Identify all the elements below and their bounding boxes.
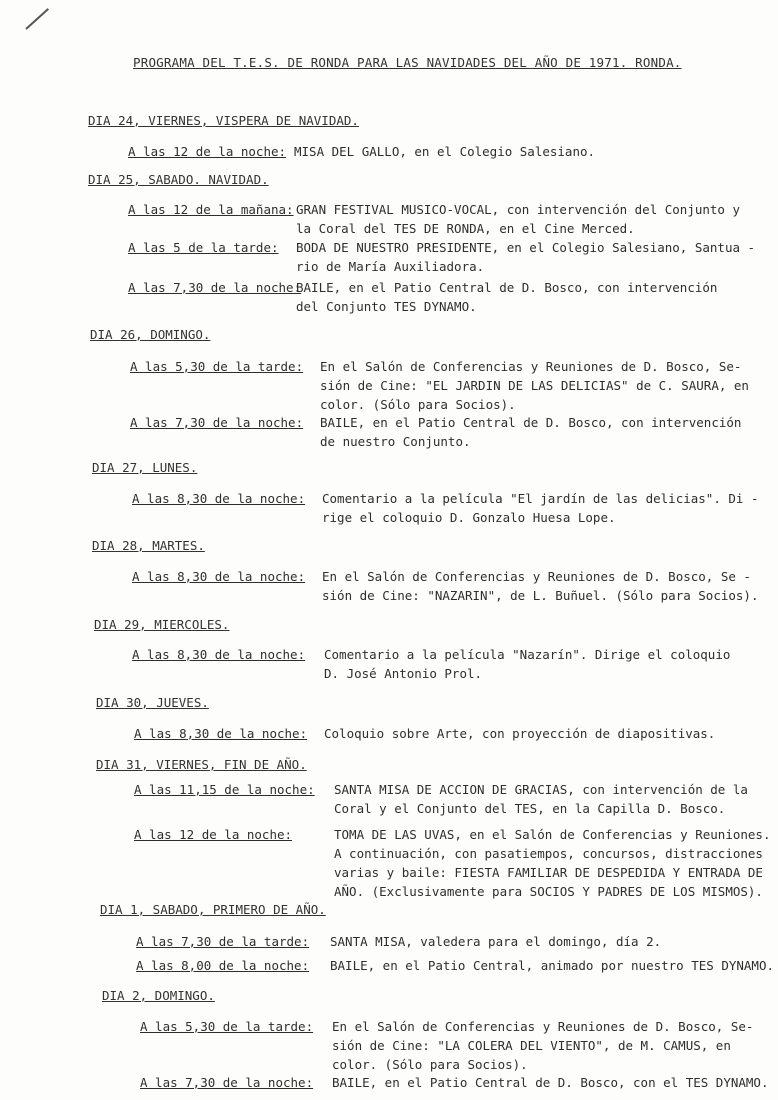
entry-description-line: BAILE, en el Patio Central, animado por nuestro TES DYNAMO. bbox=[330, 958, 775, 973]
entry-time: A las 8,30 de la noche: bbox=[132, 491, 306, 506]
entry-description-line: SANTA MISA DE ACCION DE GRACIAS, con intervención de la bbox=[334, 782, 748, 797]
day-heading: DIA 29, MIERCOLES. bbox=[94, 617, 230, 632]
entry-description-line: MISA DEL GALLO, en el Colegio Salesiano. bbox=[294, 144, 596, 159]
entry-description-line: D. José Antonio Prol. bbox=[324, 666, 483, 681]
entry-time: A las 8,30 de la noche: bbox=[134, 726, 308, 741]
entry-description-line: la Coral del TES DE RONDA, en el Cine Merced. bbox=[296, 221, 635, 236]
entry-description-line: A continuación, con pasatiempos, concursos, distracciones bbox=[334, 846, 763, 861]
entry-time: A las 7,30 de la tarde: bbox=[136, 934, 310, 949]
entry-description-line: sión de Cine: "LA COLERA DEL VIENTO", de M. CAMUS, en bbox=[332, 1038, 731, 1053]
day-heading: DIA 1, SABADO, PRIMERO DE AÑO. bbox=[100, 902, 326, 917]
day-heading: DIA 26, DOMINGO. bbox=[90, 327, 211, 342]
day-heading: DIA 28, MARTES. bbox=[92, 538, 205, 553]
entry-description-line: AÑO. (Exclusivamente para SOCIOS Y PADRES DE LOS MISMOS). bbox=[334, 884, 763, 899]
entry-description-line: En el Salón de Conferencias y Reuniones de D. Bosco, Se- bbox=[320, 359, 742, 374]
entry-description-line: Comentario a la película "Nazarín". Dirige el coloquio bbox=[324, 647, 731, 662]
entry-time: A las 12 de la noche: bbox=[134, 827, 293, 842]
day-heading: DIA 24, VIERNES, VISPERA DE NAVIDAD. bbox=[88, 113, 359, 128]
entry-time: A las 7,30 de la noche: bbox=[128, 280, 302, 295]
entry-description-line: SANTA MISA, valedera para el domingo, día 2. bbox=[330, 934, 662, 949]
entry-time: A las 8,30 de la noche: bbox=[132, 569, 306, 584]
entry-time: A las 8,00 de la noche: bbox=[136, 958, 310, 973]
entry-description-line: de nuestro Conjunto. bbox=[320, 434, 471, 449]
entry-description-line: del Conjunto TES DYNAMO. bbox=[296, 299, 477, 314]
day-heading: DIA 2, DOMINGO. bbox=[102, 988, 215, 1003]
entry-description-line: BAILE, en el Patio Central de D. Bosco, con el TES DYNAMO. bbox=[332, 1075, 769, 1090]
entry-description-line: En el Salón de Conferencias y Reuniones de D. Bosco, Se - bbox=[322, 569, 751, 584]
pen-mark bbox=[25, 8, 49, 30]
entry-description-line: BODA DE NUESTRO PRESIDENTE, en el Colegio Salesiano, Santua - bbox=[296, 240, 756, 255]
day-heading: DIA 25, SABADO. NAVIDAD. bbox=[88, 172, 269, 187]
day-heading: DIA 31, VIERNES, FIN DE AÑO. bbox=[96, 757, 307, 772]
entry-time: A las 12 de la noche: bbox=[128, 144, 287, 159]
entry-description-line: varias y baile: FIESTA FAMILIAR DE DESPEDIDA Y ENTRADA DE bbox=[334, 865, 763, 880]
entry-description-line: GRAN FESTIVAL MUSICO-VOCAL, con intervención del Conjunto y bbox=[296, 202, 741, 217]
entry-time: A las 5 de la tarde: bbox=[128, 240, 279, 255]
day-heading: DIA 27, LUNES. bbox=[92, 460, 198, 475]
entry-description-line: BAILE, en el Patio Central de D. Bosco, con intervención bbox=[296, 280, 718, 295]
entry-description-line: Coral y el Conjunto del TES, en la Capilla D. Bosco. bbox=[334, 801, 726, 816]
entry-description-line: color. (Sólo para Socios). bbox=[320, 397, 516, 412]
entry-description-line: En el Salón de Conferencias y Reuniones de D. Bosco, Se- bbox=[332, 1019, 754, 1034]
entry-description-line: sión de Cine: "EL JARDIN DE LAS DELICIAS" de C. SAURA, en bbox=[320, 378, 749, 393]
entry-description-line: color. (Sólo para Socios). bbox=[332, 1057, 528, 1072]
entry-description-line: BAILE, en el Patio Central de D. Bosco, con intervención bbox=[320, 415, 742, 430]
entry-time: A las 5,30 de la tarde: bbox=[130, 359, 304, 374]
day-heading: DIA 30, JUEVES. bbox=[96, 695, 209, 710]
entry-time: A las 8,30 de la noche: bbox=[132, 647, 306, 662]
entry-time: A las 12 de la mañana: bbox=[128, 202, 294, 217]
entry-time: A las 7,30 de la noche: bbox=[130, 415, 304, 430]
page-title: PROGRAMA DEL T.E.S. DE RONDA PARA LAS NAVIDADES DEL AÑO DE 1971. RONDA. bbox=[133, 55, 682, 70]
entry-time: A las 11,15 de la noche: bbox=[134, 782, 315, 797]
entry-description-line: Comentario a la película "El jardín de las delicias". Di - bbox=[322, 491, 759, 506]
entry-description-line: rige el coloquio D. Gonzalo Huesa Lope. bbox=[322, 510, 616, 525]
entry-description-line: rio de María Auxiliadora. bbox=[296, 259, 485, 274]
entry-description-line: Coloquio sobre Arte, con proyección de diapositivas. bbox=[324, 726, 716, 741]
entry-time: A las 7,30 de la noche: bbox=[140, 1075, 314, 1090]
entry-description-line: sión de Cine: "NAZARIN", de L. Buñuel. (Sólo para Socios). bbox=[322, 588, 759, 603]
entry-description-line: TOMA DE LAS UVAS, en el Salón de Conferencias y Reuniones. bbox=[334, 827, 771, 842]
entry-time: A las 5,30 de la tarde: bbox=[140, 1019, 314, 1034]
